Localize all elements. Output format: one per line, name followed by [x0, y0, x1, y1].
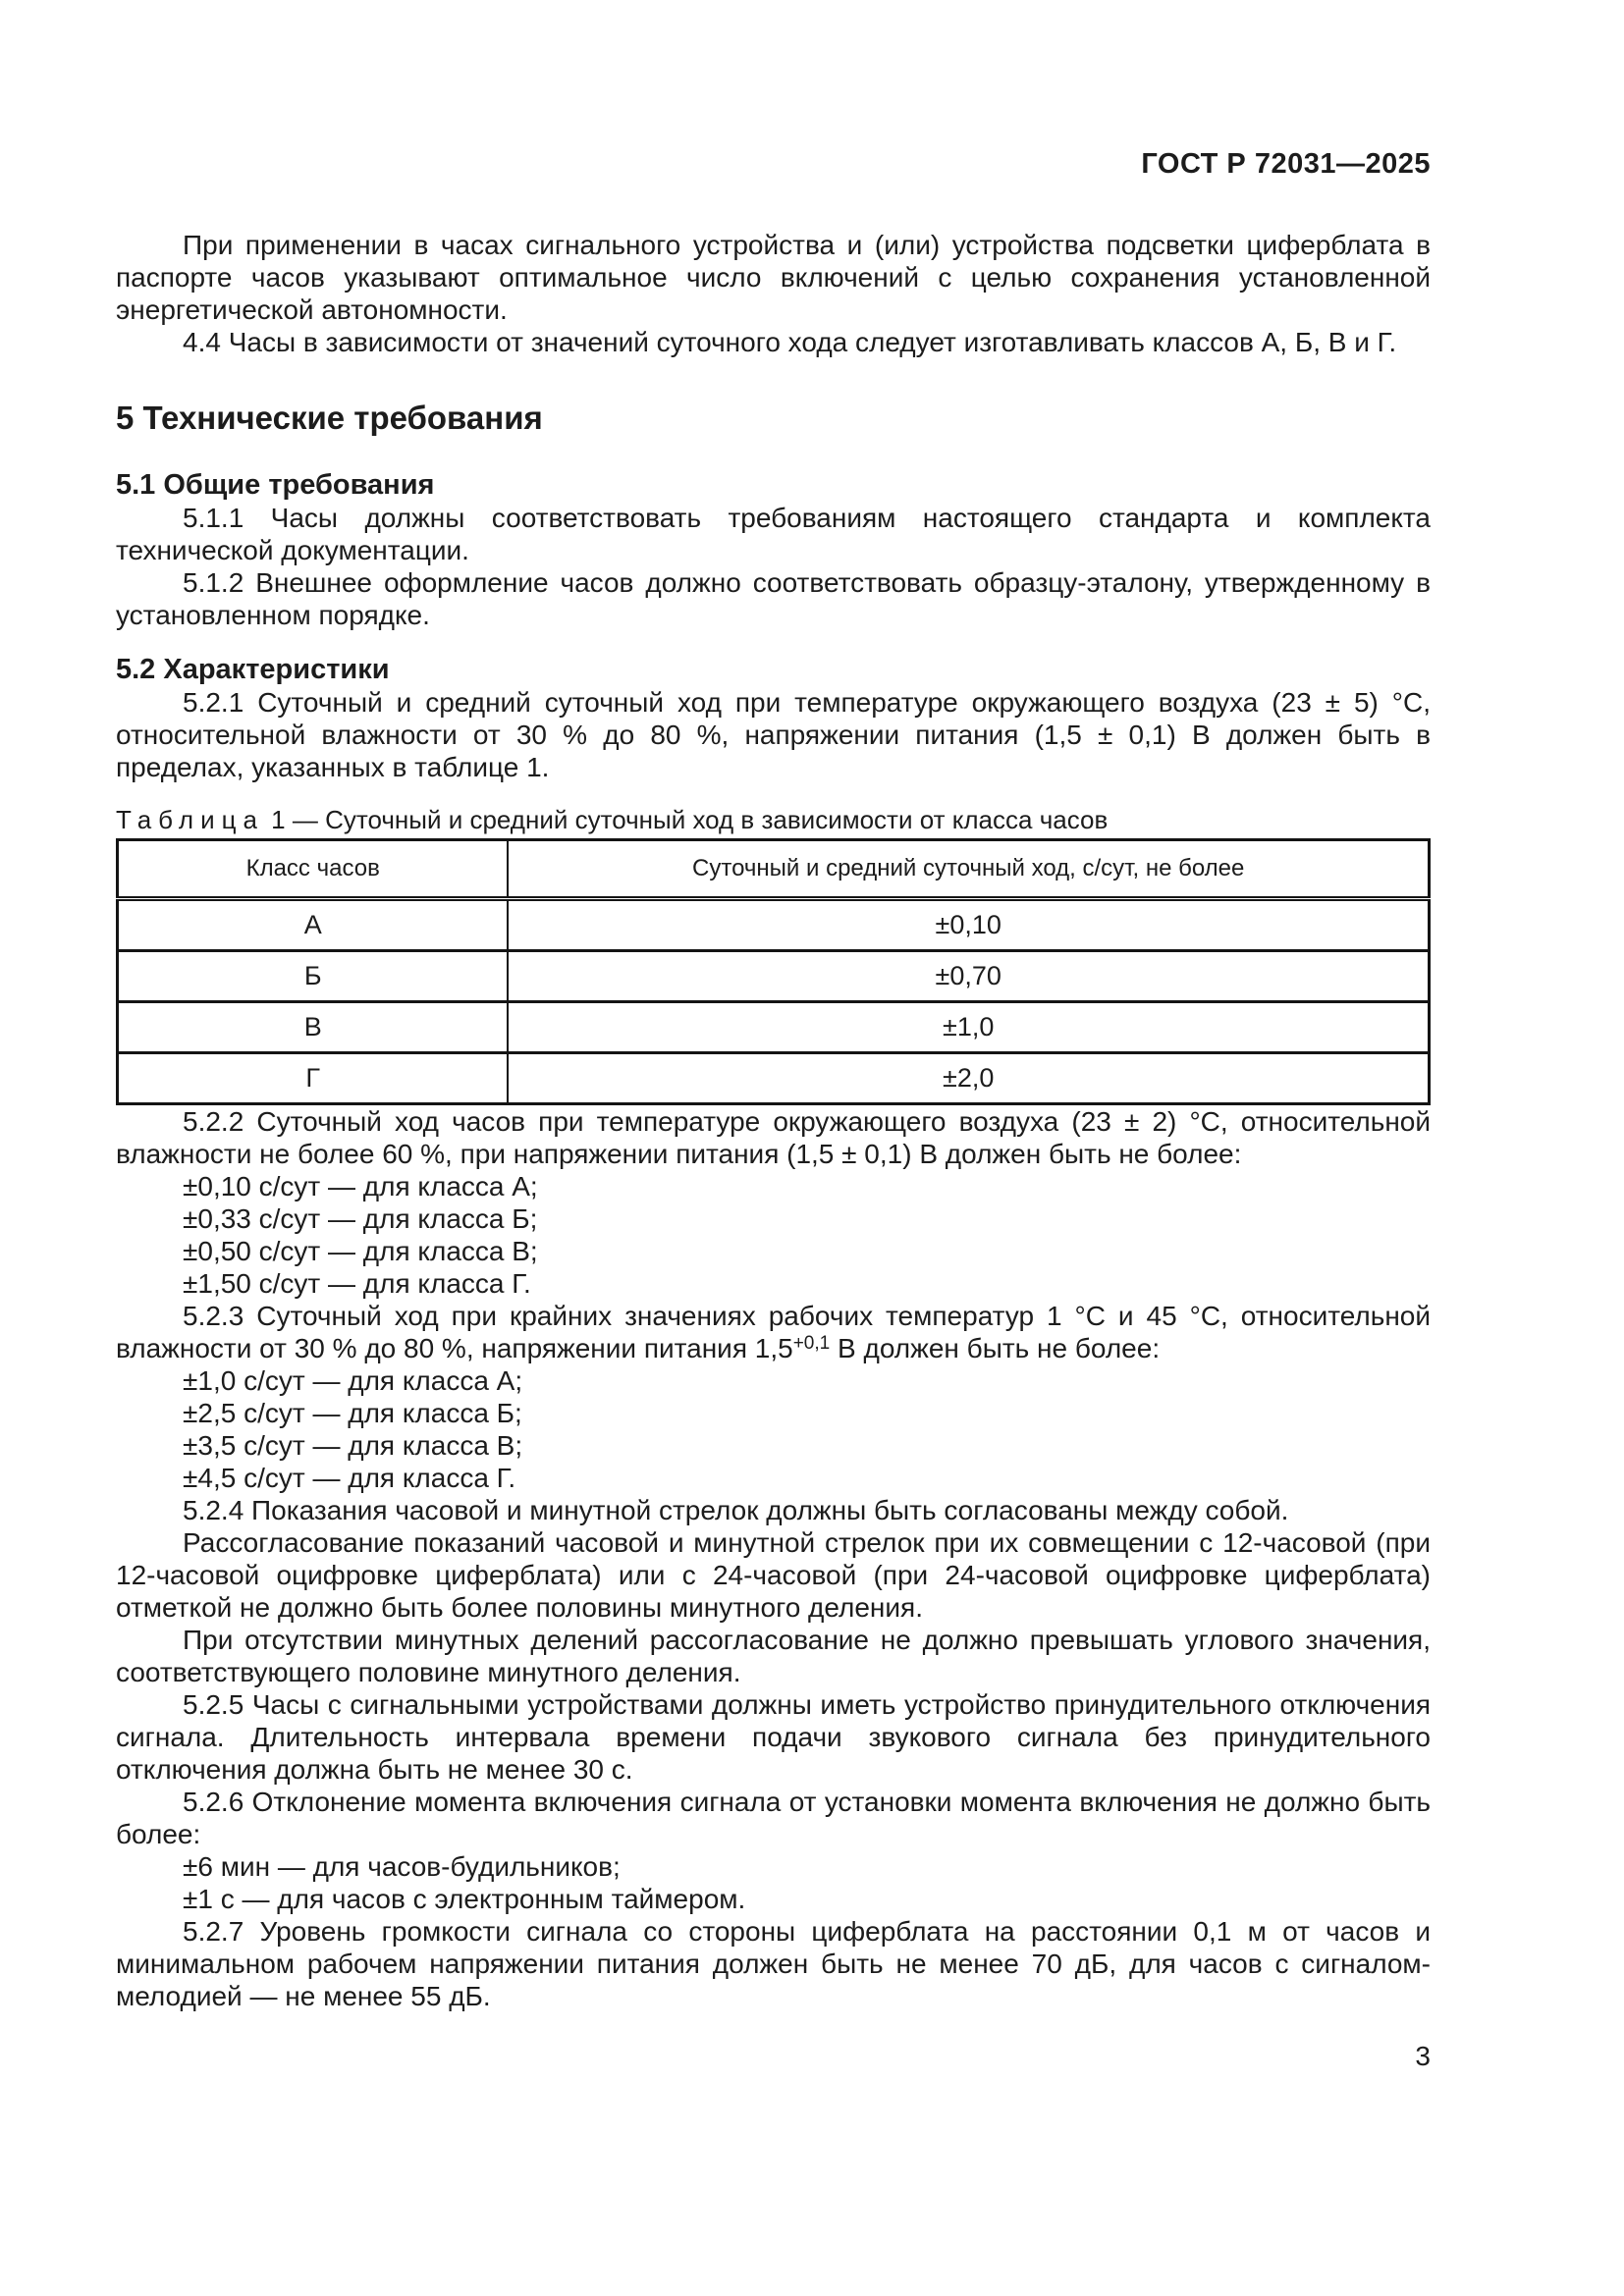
cell-value: ±0,70 — [508, 951, 1429, 1002]
table-row — [118, 1002, 1430, 1053]
list-item-deviation: ±1 с — для часов с электронным таймером. — [183, 1884, 746, 1914]
clause-4-4: 4.4 Часы в зависимости от значений суточного хода следует изготавливать классов А, Б, В и Г. — [183, 327, 1397, 357]
list-item-rate: ±0,10 с/сут — для класса А; — [183, 1171, 538, 1201]
table-1-daily-rate — [116, 838, 1431, 1105]
clause-5-2-4-no-divisions: При отсутствии минутных делений рассогласование не должно превышать углового значения, соответствующего половине минутного деления. — [116, 1625, 1431, 1687]
list-item-rate: ±2,5 с/сут — для класса Б; — [183, 1398, 522, 1428]
cell-class: А — [118, 899, 509, 951]
table-row — [118, 1053, 1430, 1104]
list-item-rate: ±0,33 с/сут — для класса Б; — [183, 1203, 538, 1234]
paragraph-signal-device: При применении в часах сигнального устройства и (или) устройства подсветки циферблата в паспорте часов указывают оптимальное число включений с целью сохранения установленной энергетической автономности. — [116, 230, 1431, 325]
clause-5-2-1: 5.2.1 Суточный и средний суточный ход при температуре окружающего воздуха (23 ± 5) °С, относительной влажности от 30 % до 80 %, напряжении питания (1,5 ± 0,1) В должен быть в пределах, указанных в таблице 1. — [116, 687, 1431, 782]
clause-5-2-3-text: 5.2.3 Суточный ход при крайних значениях рабочих температур 1 °С и 45 °С, относительной влажности от 30 % до 80 %, напряжении питания 1,5 — [116, 1301, 1431, 1363]
clause-5-2-6: 5.2.6 Отклонение момента включения сигнала от установки момента включения не должно быть более: — [116, 1787, 1431, 1849]
clause-5-2-4-mismatch: Рассогласование показаний часовой и минутной стрелок при их совмещении с 12-часовой (при 12-часовой оцифровке циферблата) или с 24-часовой (при 24-часовой оцифровке циферблата) отметкой не должно быть более половины минутного деления. — [116, 1527, 1431, 1623]
cell-class: Г — [118, 1053, 509, 1104]
table-header-row — [118, 840, 1430, 899]
section-5-2-heading: 5.2 Характеристики — [116, 654, 390, 685]
clause-5-1-1: 5.1.1 Часы должны соответствовать требованиям настоящего стандарта и комплекта технической документации. — [116, 503, 1431, 565]
page-number: 3 — [1415, 2041, 1431, 2071]
list-item-rate: ±0,50 с/сут — для класса В; — [183, 1236, 538, 1266]
clause-5-2-2: 5.2.2 Суточный ход часов при температуре окружающего воздуха (23 ± 2) °С, относительной влажности не более 60 %, при напряжении питания (1,5 ± 0,1) В должен быть не более: — [116, 1106, 1431, 1169]
list-item-rate: ±4,5 с/сут — для класса Г. — [183, 1463, 516, 1493]
table-row — [118, 899, 1430, 951]
table-1-caption — [116, 805, 1431, 834]
table-row — [118, 951, 1430, 1002]
clause-5-2-5: 5.2.5 Часы с сигнальными устройствами должны иметь устройство принудительного отключения сигнала. Длительность интервала времени подачи звукового сигнала без принудительного отключения должна быть не менее 30 с. — [116, 1689, 1431, 1785]
list-item-deviation: ±6 мин — для часов-будильников; — [183, 1851, 621, 1882]
column-header-rate: Суточный и средний суточный ход, с/сут, не более — [508, 840, 1429, 899]
cell-value: ±1,0 — [508, 1002, 1429, 1053]
clause-5-1-2: 5.1.2 Внешнее оформление часов должно соответствовать образцу-эталону, утвержденному в установленном порядке. — [116, 567, 1431, 630]
table-caption-label: Таблица — [116, 805, 264, 834]
table-caption-text: 1 — Суточный и средний суточный ход в зависимости от класса часов — [263, 805, 1109, 834]
column-header-class: Класс часов — [118, 840, 509, 899]
document-code: ГОСТ Р 72031—2025 — [1141, 148, 1431, 180]
cell-value: ±2,0 — [508, 1053, 1429, 1104]
list-item-rate: ±1,50 с/сут — для класса Г. — [183, 1268, 531, 1299]
clause-5-2-7: 5.2.7 Уровень громкости сигнала со стороны циферблата на расстоянии 0,1 м от часов и минимальном рабочем напряжении питания должен быть не менее 70 дБ, для часов с сигналом-мелодией — не менее 55 дБ. — [116, 1916, 1431, 2011]
clause-5-2-3-text-end: В должен быть не более: — [830, 1333, 1161, 1363]
section-5-heading: 5 Технические требования — [116, 400, 543, 436]
clause-5-2-4: 5.2.4 Показания часовой и минутной стрелок должны быть согласованы между собой. — [183, 1495, 1289, 1525]
clause-5-2-3 — [116, 1300, 1431, 1364]
cell-value: ±0,10 — [508, 899, 1429, 951]
list-item-rate: ±1,0 с/сут — для класса А; — [183, 1365, 523, 1396]
cell-class: В — [118, 1002, 509, 1053]
voltage-tolerance-superscript: +0,1 — [792, 1333, 831, 1354]
section-5-1-heading: 5.1 Общие требования — [116, 469, 435, 501]
list-item-rate: ±3,5 с/сут — для класса В; — [183, 1430, 523, 1461]
cell-class: Б — [118, 951, 509, 1002]
